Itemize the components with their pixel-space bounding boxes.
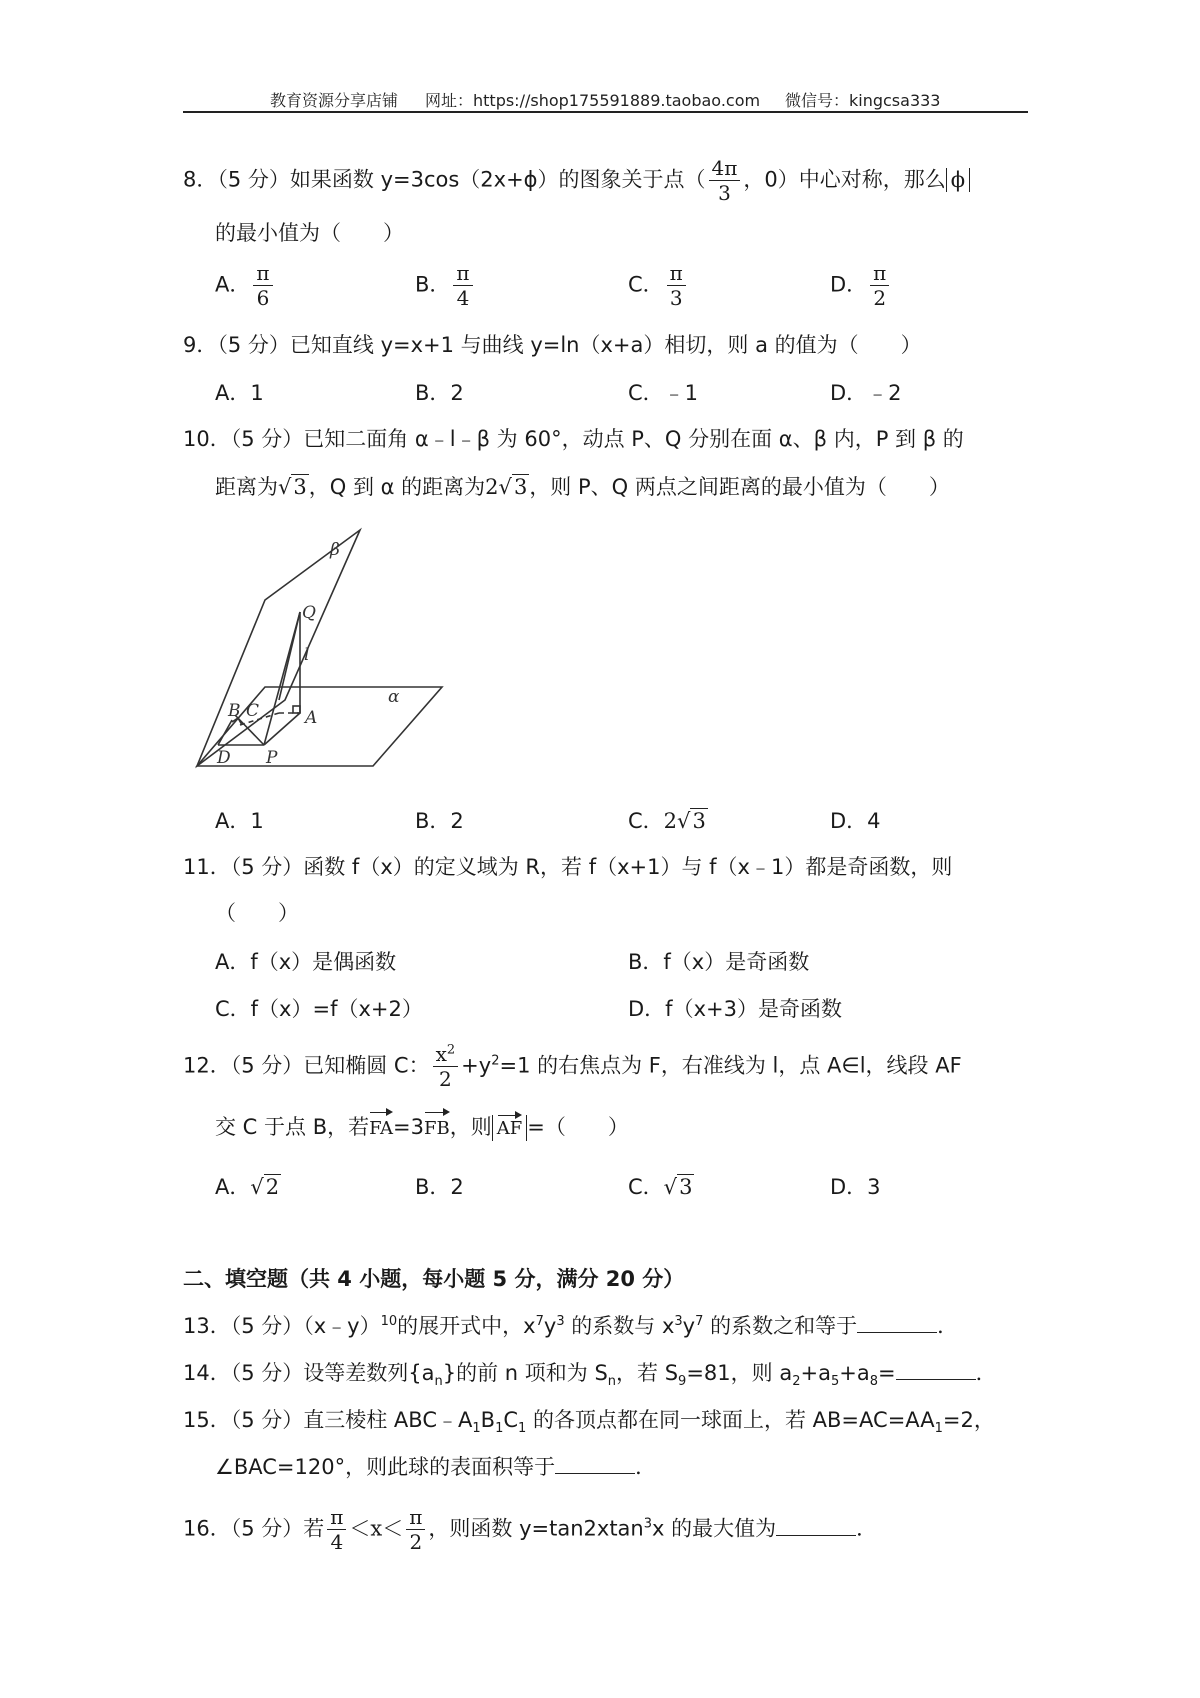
- q8-option-d[interactable]: D． $\frac{\pi}{2}$: [830, 262, 892, 309]
- header-shop: 教育资源分享店铺: [270, 91, 399, 110]
- abs-phi: ϕ: [946, 168, 970, 192]
- q12-option-a[interactable]: A．√2: [215, 1175, 280, 1199]
- q8-option-c[interactable]: C． $\frac{\pi}{3}$: [628, 262, 689, 309]
- answer-blank-13[interactable]: [857, 1312, 937, 1333]
- right-angle-mark-a: [293, 706, 300, 713]
- q9-option-a[interactable]: A．1: [215, 381, 264, 405]
- q11-option-c[interactable]: C．f（x）=f（x+2）: [215, 997, 423, 1021]
- q8-option-b[interactable]: B． $\frac{\pi}{4}$: [415, 262, 476, 309]
- q11-option-d[interactable]: D．f（x+3）是奇函数: [628, 997, 842, 1021]
- segment-pa: [264, 713, 300, 745]
- plane-alpha: [197, 687, 442, 766]
- q10-option-c[interactable]: C．2√3: [628, 809, 706, 833]
- q10-option-b[interactable]: B．2: [415, 809, 464, 833]
- header-wechat: 微信号：kingcsa333: [785, 91, 941, 110]
- question-8-line2: 的最小值为（ ）: [215, 221, 404, 245]
- question-14: 14．（5 分）设等差数列$\{a_n\}$的前 n 项和为 $S_n$，若 $S_9=81$，则 $a_2+a_5+a_8=$ ．: [183, 1361, 997, 1390]
- answer-blank-15[interactable]: [555, 1453, 635, 1474]
- question-8: 8．（5 分）如果函数 y=3cos（2x+ϕ）的图象关于点（ $\frac{4\pi}{3}$ ，0）中心对称，那么 ϕ: [183, 157, 970, 204]
- question-13: 13．（5 分）（x﹣y）$^{10}$的展开式中，$x^7y^3$ 的系数与 $x^3y^7$ 的系数之和等于 ．: [183, 1314, 959, 1338]
- plane-beta: [197, 530, 360, 766]
- label-d: D: [217, 748, 231, 768]
- question-10: 10．（5 分）已知二面角 α﹣l﹣β 为 60°，动点 P、Q 分别在面 α、β 内，P 到 β 的: [183, 427, 964, 451]
- question-12-line2: 交 C 于点 B，若FA=3FB，则 AF =（ ）: [215, 1112, 629, 1144]
- q12-option-d[interactable]: D．3: [830, 1175, 881, 1199]
- question-11: 11．（5 分）函数 f（x）的定义域为 R，若 f（x+1）与 f（x﹣1）都是奇函数，则: [183, 855, 953, 879]
- q11-option-a[interactable]: A．f（x）是偶函数: [215, 950, 397, 974]
- question-10-line2: 距离为√3，Q 到 α 的距离为2√3，则 P、Q 两点之间距离的最小值为（ ）: [215, 475, 950, 499]
- fraction-x2-over-2: $\frac{x^2}{2}$: [433, 1043, 459, 1090]
- question-9: 9．（5 分）已知直线 y=x+1 与曲线 y=ln（x+a）相切，则 a 的值为（ ）: [183, 333, 922, 357]
- q9-option-b[interactable]: B．2: [415, 381, 464, 405]
- header-url: 网址：https://shop175591889.taobao.com: [425, 91, 761, 110]
- q11-option-b[interactable]: B．f（x）是奇函数: [628, 950, 810, 974]
- question-15: 15．（5 分）直三棱柱 $ABC﹣A_1B_1C_1$ 的各顶点都在同一球面上，若 $AB=AC=AA_1=2$，: [183, 1408, 995, 1437]
- vector-fb: FB: [424, 1114, 450, 1144]
- question-16: 16．（5 分）若 $\frac{\pi}{4}$ ＜x＜ $\frac{\pi}{2}$ ，则函数 y=tan2xtan$^3$x 的最大值为 ．: [183, 1505, 878, 1554]
- label-c: C: [246, 701, 260, 721]
- answer-blank-14[interactable]: [896, 1359, 976, 1380]
- q10-option-a[interactable]: A．1: [215, 809, 264, 833]
- q12-option-b[interactable]: B．2: [415, 1175, 464, 1199]
- header-divider: [183, 111, 1028, 113]
- q12-option-c[interactable]: C．√3: [628, 1175, 693, 1199]
- label-beta: β: [330, 540, 340, 560]
- label-p: P: [266, 748, 278, 768]
- label-alpha: α: [388, 687, 400, 707]
- question-11-line2: （ ）: [215, 901, 299, 925]
- label-a: A: [305, 708, 318, 728]
- q10-option-d[interactable]: D．4: [830, 809, 881, 833]
- answer-blank-16[interactable]: [776, 1515, 856, 1536]
- q8-option-a[interactable]: A． $\frac{\pi}{6}$: [215, 262, 276, 309]
- fraction-4pi-over-3: $\frac{4\pi}{3}$: [709, 157, 741, 204]
- question-12: 12．（5 分）已知椭圆 C： $\frac{x^2}{2}$ $+y^2=1$ 的右焦点为 F，右准线为 l，点 A∈l，线段 AF: [183, 1042, 962, 1091]
- section-2-title: 二、填空题（共 4 小题，每小题 5 分，满分 20 分）: [183, 1267, 685, 1291]
- q9-option-c[interactable]: C．﹣1: [628, 381, 699, 405]
- label-q: Q: [302, 603, 316, 623]
- dihedral-angle-figure: [180, 520, 460, 780]
- label-b: B: [228, 701, 241, 721]
- question-15-line2: ∠BAC=120°，则此球的表面积等于 ．: [215, 1455, 657, 1479]
- vector-fa: FA: [369, 1114, 393, 1144]
- q9-option-d[interactable]: D．﹣2: [830, 381, 902, 405]
- label-l: l: [304, 645, 310, 665]
- vector-af: AF: [496, 1118, 523, 1139]
